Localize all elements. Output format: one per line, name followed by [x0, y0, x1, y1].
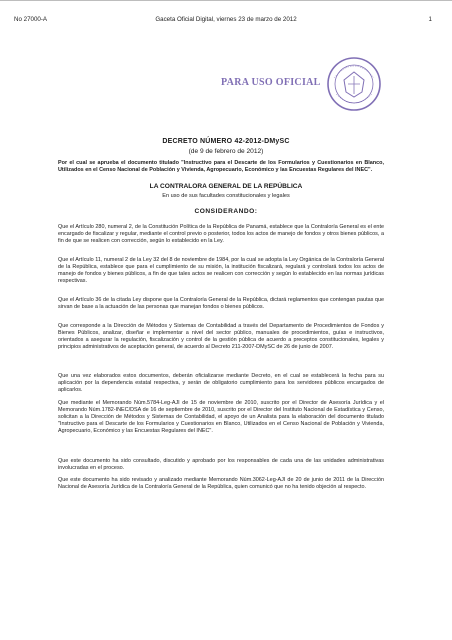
- decree-date: (de 9 de febrero de 2012): [188, 148, 264, 155]
- paragraph-8: Que este documento ha sido revisado y analizado mediante Memorando Núm.3062-Leg-AJI de 20 de junio de 2011 de la Dirección Nacional de Asesoría Jurídica de la Contraloría General de la República, quien comunicó que no ha tenido objeción al respecto.: [58, 477, 384, 491]
- decree-summary: Por el cual se aprueba el documento titulado "Instructivo para el Descarte de los Formularios y Cuestionarios en Blanco, Utilizados en el Censo Nacional de Población y Vivienda, Agropecuario, Económico y las Encuestas Regulares del INEC".: [58, 160, 384, 174]
- paragraph-6: Que mediante el Memorando Núm.5784-Leg-AJI de 15 de noviembre de 2010, suscrito por el Director de Asesoría Jurídica y el Memorando Núm.1782-INEC/DSA de 16 de septiembre de 2010, suscrito por el Director del Instituto Nacional de Estadística y Censo, solicitan a la Dirección de Métodos y Sistemas de Contabilidad, el apoyo de un Analista para la elaboración del documento titulado "Instructivo para el Descarte de los Formularios y Cuestionarios en Blanco, Utilizados en el Censo Nacional de Población y Vivienda, Agropecuario, Económico y las Encuestas Regulares del INEC".: [58, 400, 384, 435]
- decree-title: DECRETO NÚMERO 42-2012-DMySC: [162, 138, 290, 145]
- paragraph-5: Que una vez elaborados estos documentos, deberán oficializarse mediante Decreto, en el cual se establecerá la fecha para su aplicación por la dependencia estatal respectiva, y serán de obligatorio cumplimiento para los servidores públicos encargados de aplicarlos.: [58, 373, 384, 394]
- gazette-title: Gaceta Oficial Digital, viernes 23 de marzo de 2012: [155, 16, 297, 23]
- paragraph-1: Que el Artículo 280, numeral 2, de la Constitución Política de la República de Panamá, establece que la Contraloría General es el ente encargado de fiscalizar y regular, mediante el control previo o posterior, todos los actos de manejo de fondos y otros bienes públicos, a fin de que se realicen con corrección, según lo establecido en la Ley.: [58, 224, 384, 245]
- paragraph-7: Que este documento ha sido consultado, discutido y aprobado por los responsables de cada una de las unidades administrativas involucradas en el proceso.: [58, 458, 384, 472]
- contraloria-seal-icon: [326, 56, 382, 112]
- paragraph-3: Que el Artículo 36 de la citada Ley dispone que la Contraloría General de la República, dictará reglamentos que contengan pautas que sirvan de base a la actuación de las personas que manejan fondos o bienes públicos.: [58, 297, 384, 311]
- paragraph-4: Que corresponde a la Dirección de Métodos y Sistemas de Contabilidad a través del Departamento de Procedimientos de Fondos y Bienes Públicos, analizar, diseñar e implementar a nivel del sector público, manuales de procedimientos, guías e instructivos, orientados a asegurar la regulación, fiscalización y control de la gestión pública de acuerdo a preceptos constitucionales, legales y principios administrativos de aceptación general, de acuerdo al Decreto 211-2007-DMySC de 26 de junio de 2007.: [58, 323, 384, 351]
- scan-edge: [0, 0, 452, 1]
- page-number: 1: [428, 16, 432, 23]
- considerando-heading: CONSIDERANDO:: [194, 208, 258, 215]
- authority-heading: LA CONTRALORA GENERAL DE LA REPÚBLICA: [149, 183, 303, 190]
- paragraph-2: Que el Artículo 11, numeral 2 de la Ley 32 del 8 de noviembre de 1984, por la cual se adopta la Ley Orgánica de la Contraloría General de la República, establece que para el cumplimiento de su misión, la institución fiscalizará, regulará y controlará todos los actos de manejo de fondos y bienes públicos, a fin de que tales actos se realicen con corrección y según lo establecido en las normas jurídicas respectivas.: [58, 257, 384, 285]
- gazette-number: No 27000-A: [14, 16, 48, 23]
- faculty-statement: En uso de sus facultades constitucionales y legales: [162, 193, 290, 199]
- official-use-stamp: PARA USO OFICIAL: [221, 77, 321, 88]
